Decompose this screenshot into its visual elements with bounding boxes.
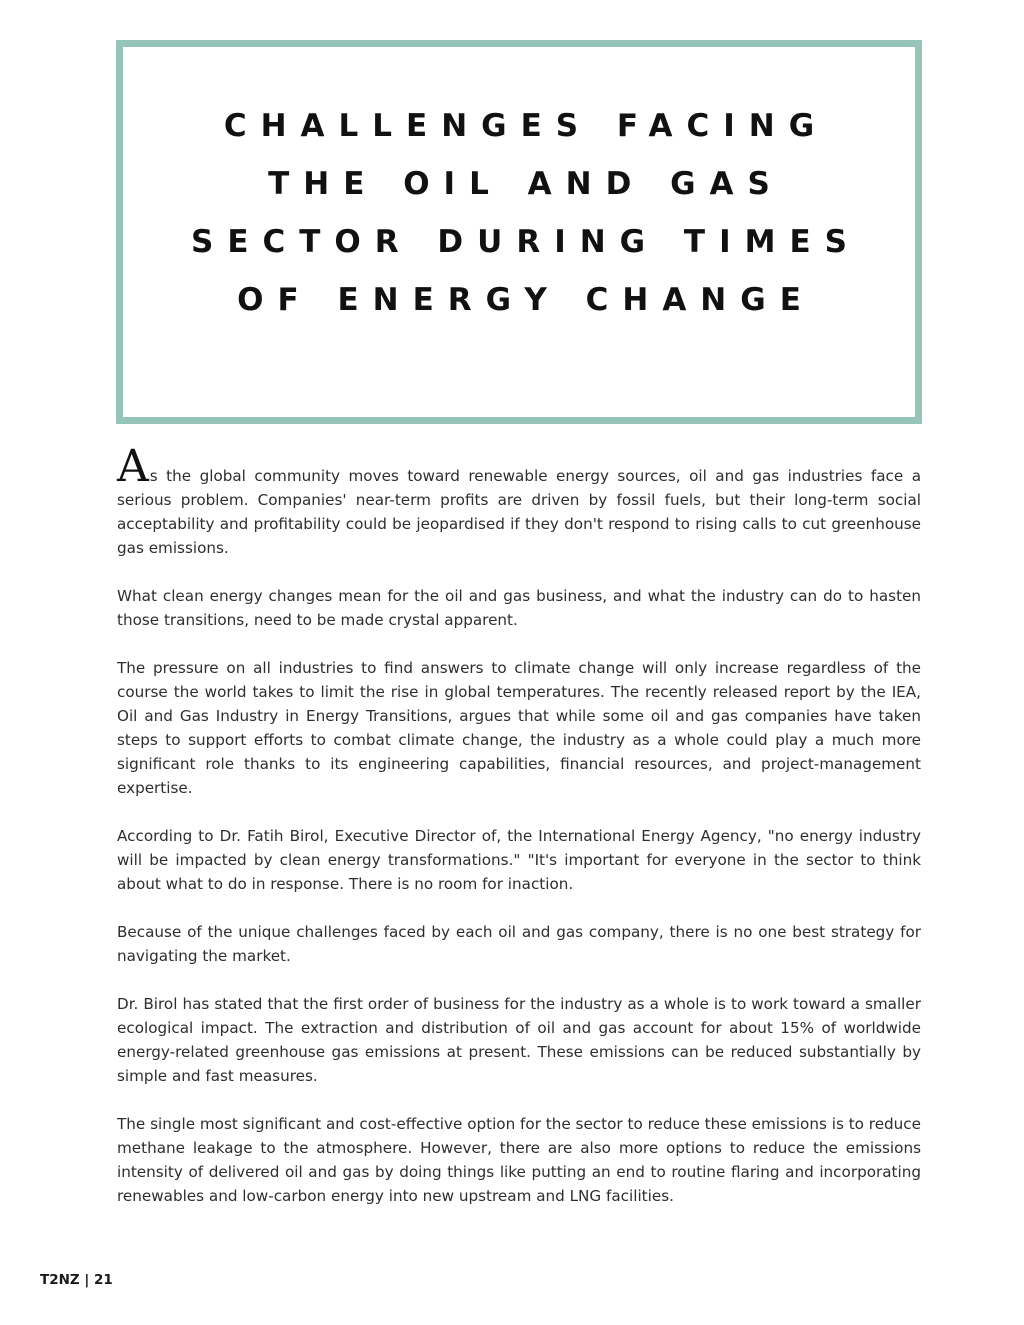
article-paragraph-2: What clean energy changes mean for the oil and gas business, and what the industry can do to hasten those transitions, need to be made crystal apparent.: [117, 587, 921, 629]
article-paragraph-4: According to Dr. Fatih Birol, Executive Director of, the International Energy Agency, "no energy industry will be impacted by clean energy transformations." "It's important for everyone in the sector to think about what to do in response. There is no room for inaction.: [117, 827, 921, 893]
page-footer: T2NZ | 21: [40, 1272, 113, 1288]
title-frame: [116, 40, 922, 424]
page-title: CHALLENGES FACING THE OIL AND GAS SECTOR DURING TIMES OF ENERGY CHANGE: [191, 108, 861, 318]
article-paragraph-7: The single most significant and cost-effective option for the sector to reduce these emissions is to reduce methane leakage to the atmosphere. However, there are also more options to reduce the emissions intensity of delivered oil and gas by doing things like putting an end to routine flaring and incorporating renewables and low-carbon energy into new upstream and LNG facilities.: [117, 1115, 921, 1205]
article-body: [117, 441, 921, 1232]
article-paragraph-1: [117, 441, 921, 560]
article-paragraph-6: Dr. Birol has stated that the first order of business for the industry as a whole is to work toward a smaller ecological impact. The extraction and distribution of oil and gas account for about 15% of worldwide energy-related greenhouse gas emissions at present. These emissions can be reduced substantially by simple and fast measures.: [117, 995, 921, 1085]
article-paragraph-3: The pressure on all industries to find answers to climate change will only increase regardless of the course the world takes to limit the rise in global temperatures. The recently released report by the IEA, Oil and Gas Industry in Energy Transitions, argues that while some oil and gas companies have taken steps to support efforts to combat climate change, the industry as a whole could play a much more significant role thanks to its engineering capabilities, financial resources, and project-management expertise.: [117, 659, 921, 797]
article-paragraph-5: Because of the unique challenges faced by each oil and gas company, there is no one best strategy for navigating the market.: [117, 923, 921, 965]
drop-cap: A: [117, 441, 149, 492]
paragraph-text: s the global community moves toward renewable energy sources, oil and gas industries face a serious problem. Companies' near-term profits are driven by fossil fuels, but their long-term social acceptability and profitability could be jeopardised if they don't respond to rising calls to cut greenhouse gas emissions.: [117, 467, 921, 557]
